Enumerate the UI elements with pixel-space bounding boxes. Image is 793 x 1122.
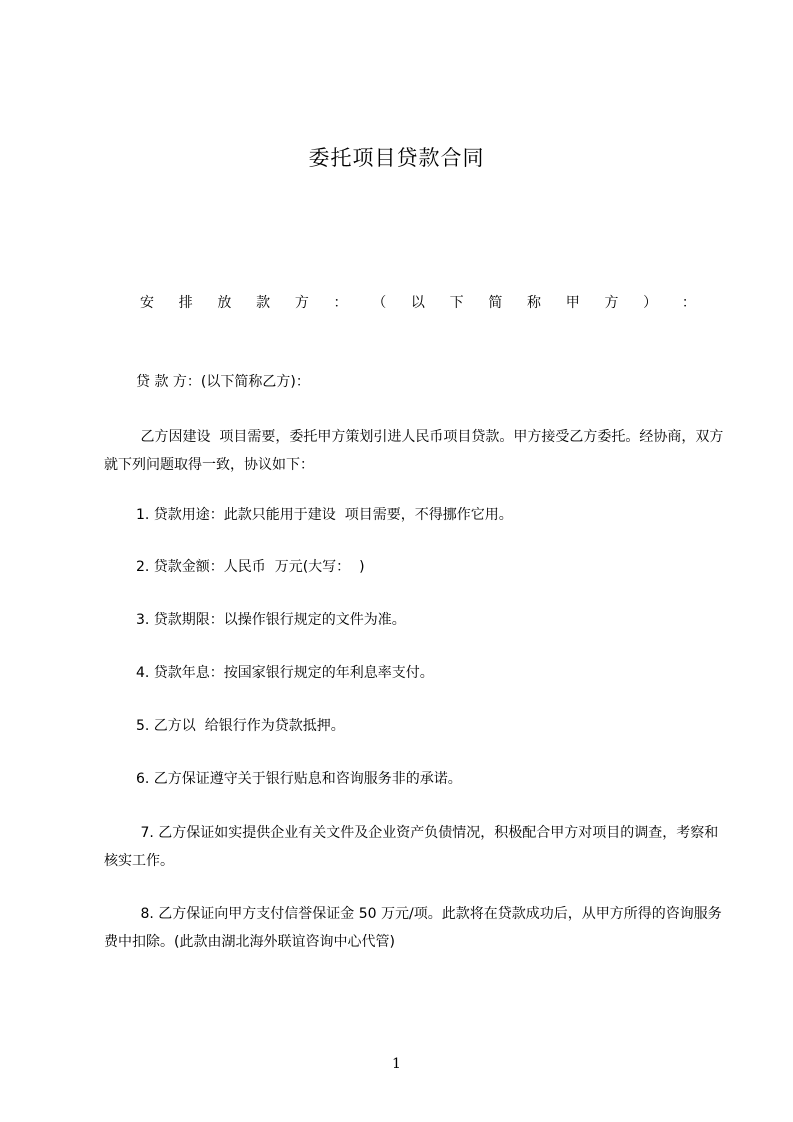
clause-1: 1. 贷款用途：此款只能用于建设 项目需要，不得挪作它用。 [136, 507, 513, 523]
clause-8: 8. 乙方保证向甲方支付信誉保证金 50 万元/项。此款将在贷款成功后，从甲方所得的咨询服务费中扣除。(此款由湖北海外联谊咨询中心代管) [104, 906, 722, 950]
party-a-char: （ [372, 295, 387, 311]
party-a-char: ： [333, 295, 348, 311]
page-number: 1 [392, 1056, 401, 1072]
clause-6: 6. 乙方保证遵守关于银行贴息和咨询服务非的承诺。 [136, 771, 462, 787]
intro-paragraph: 乙方因建设 项目需要，委托甲方策划引进人民币项目贷款。甲方接受乙方委托。经协商，双方就下列问题取得一致，协议如下： [104, 429, 724, 473]
party-a-char: 放 [217, 295, 232, 311]
document-title: 委托项目贷款合同 [308, 146, 485, 170]
party-a-char: ） [643, 295, 658, 311]
clause-2: 2. 贷款金额：人民币 万元(大写： ) [136, 559, 365, 575]
party-a-char: ： [681, 295, 696, 311]
party-a-char: 款 [256, 295, 271, 311]
party-a-char: 排 [178, 295, 193, 311]
clause-4: 4. 贷款年息：按国家银行规定的年利息率支付。 [136, 665, 434, 681]
party-a-char: 方 [294, 295, 309, 311]
party-a-char: 安 [140, 295, 154, 311]
party-a-char: 下 [449, 295, 464, 311]
party-a-char: 称 [527, 295, 542, 311]
clause-3: 3. 贷款期限：以操作银行规定的文件为准。 [136, 612, 406, 628]
party-a-line [140, 292, 696, 312]
party-b-line: 贷 款 方：(以下简称乙方)： [136, 374, 310, 390]
clause-7: 7. 乙方保证如实提供企业有关文件及企业资产负债情况，积极配合甲方对项目的调查，考察和核实工作。 [104, 825, 719, 869]
party-a-char: 简 [488, 295, 503, 311]
party-a-char: 以 [410, 295, 425, 311]
clause-5: 5. 乙方以 给银行作为贷款抵押。 [136, 718, 345, 734]
party-a-char: 方 [604, 295, 619, 311]
party-a-char: 甲 [565, 295, 580, 311]
